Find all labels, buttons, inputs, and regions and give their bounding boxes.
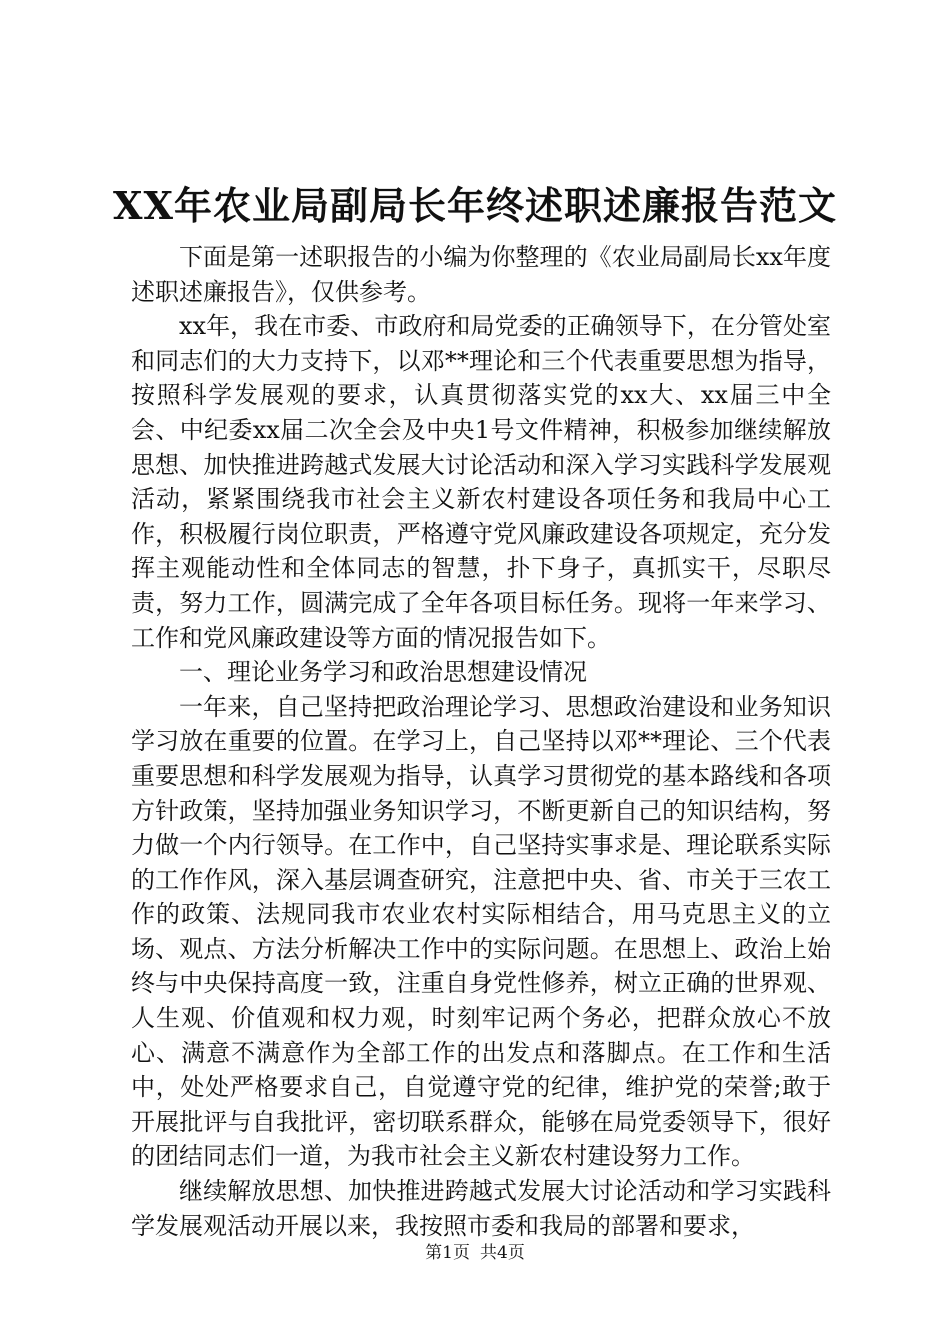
document-body: [131, 240, 831, 1243]
paragraph-study: 一年来，自己坚持把政治理论学习、思想政治建设和业务知识学习放在重要的位置。在学习上，自己坚持以邓**理论、三个代表重要思想和科学发展观为指导，认真学习贯彻党的基本路线和各项方针政策，坚持加强业务知识学习，不断更新自己的知识结构，努力做一个内行领导。在工作中，自己坚持实事求是、理论联系实际的工作作风，深入基层调查研究，注意把中央、省、市关于三农工作的政策、法规同我市农业农村实际相结合，用马克思主义的立场、观点、方法分析解决工作中的实际问题。在思想上、政治上始终与中央保持高度一致，注重自身党性修养，树立正确的世界观、人生观、价值观和权力观，时刻牢记两个务必，把群众放心不放心、满意不满意作为全部工作的出发点和落脚点。在工作和生活中，处处严格要求自己，自觉遵守党的纪律，维护党的荣誉;敢于开展批评与自我批评，密切联系群众，能够在局党委领导下，很好的团结同志们一道，为我市社会主义新农村建设努力工作。: [131, 692, 831, 1171]
paragraph-intro: 下面是第一述职报告的小编为你整理的《农业局副局长xx年度述职述廉报告》，仅供参考。: [131, 243, 831, 306]
page-footer: [0, 1241, 950, 1265]
paragraph-overview: xx年，我在市委、市政府和局党委的正确领导下，在分管处室和同志们的大力支持下，以邓**理论和三个代表重要思想为指导，按照科学发展观的要求，认真贯彻落实党的xx大、xx届三中全会、中纪委xx届二次全会及中央1号文件精神，积极参加继续解放思想、加快推进跨越式发展大讨论活动和深入学习实践科学发展观活动，紧紧围绕我市社会主义新农村建设各项任务和我局中心工作，积极履行岗位职责，严格遵守党风廉政建设各项规定，充分发挥主观能动性和全体同志的智慧，扑下身子，真抓实干，尽职尽责，努力工作，圆满完成了全年各项目标任务。现将一年来学习、工作和党风廉政建设等方面的情况报告如下。: [131, 312, 831, 652]
document-title: XX年农业局副局长年终述职述廉报告范文: [113, 183, 837, 228]
page-total: 共4页: [480, 1243, 525, 1263]
paragraph-activities: 继续解放思想、加快推进跨越式发展大讨论活动和学习实践科学发展观活动开展以来，我按照市委和我局的部署和要求，: [131, 1177, 831, 1240]
page-number: 第1页: [425, 1243, 470, 1263]
section-heading: 一、理论业务学习和政治思想建设情况: [179, 658, 587, 687]
